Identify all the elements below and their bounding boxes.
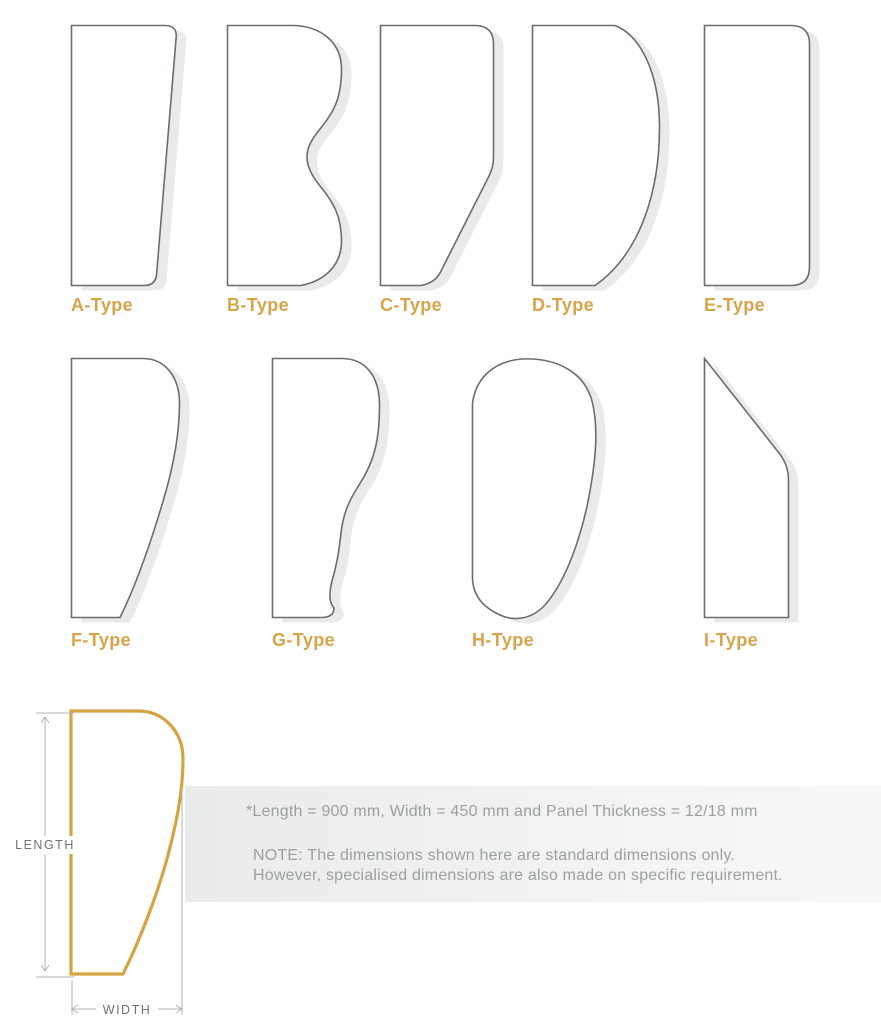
profile-f-type	[70, 357, 195, 650]
profile-b-type	[226, 24, 357, 315]
profile-label-c: C-Type	[380, 295, 443, 315]
note-text-line-1: NOTE: The dimensions shown here are standard dimensions only.	[253, 847, 736, 864]
profile-d-type	[531, 24, 675, 315]
length-dimension-label: LENGTH	[13, 836, 77, 854]
profile-label-e: E-Type	[704, 295, 766, 315]
profile-label-a: A-Type	[71, 295, 134, 315]
note-band	[185, 786, 881, 902]
h-type-shape	[471, 357, 612, 632]
e-type-shape	[703, 24, 827, 300]
dimension-lines	[26, 703, 206, 1023]
f-type-shape	[70, 357, 195, 632]
note-text-line-2: However, specialised dimensions are also made on specific requirement.	[253, 867, 783, 884]
i-type-shape	[703, 357, 804, 632]
width-dimension-label: WIDTH	[96, 1001, 158, 1019]
a-type-shape	[70, 24, 192, 300]
profile-a-type	[70, 24, 192, 315]
profile-g-type	[271, 357, 395, 650]
c-type-shape	[379, 24, 509, 300]
profile-c-type	[379, 24, 509, 315]
g-type-shape	[271, 357, 395, 632]
d-type-shape	[531, 24, 675, 300]
b-type-shape	[226, 24, 357, 300]
profile-label-g: G-Type	[272, 630, 336, 650]
profile-e-type	[703, 24, 827, 315]
profile-i-type	[703, 357, 804, 650]
profile-h-type	[471, 357, 612, 650]
profile-label-f: F-Type	[71, 630, 132, 650]
profile-label-i: I-Type	[704, 630, 759, 650]
profile-label-h: H-Type	[472, 630, 535, 650]
dimension-specs-text: *Length = 900 mm, Width = 450 mm and Panel Thickness = 12/18 mm	[246, 803, 758, 820]
profile-label-b: B-Type	[227, 295, 290, 315]
profile-label-d: D-Type	[532, 295, 595, 315]
